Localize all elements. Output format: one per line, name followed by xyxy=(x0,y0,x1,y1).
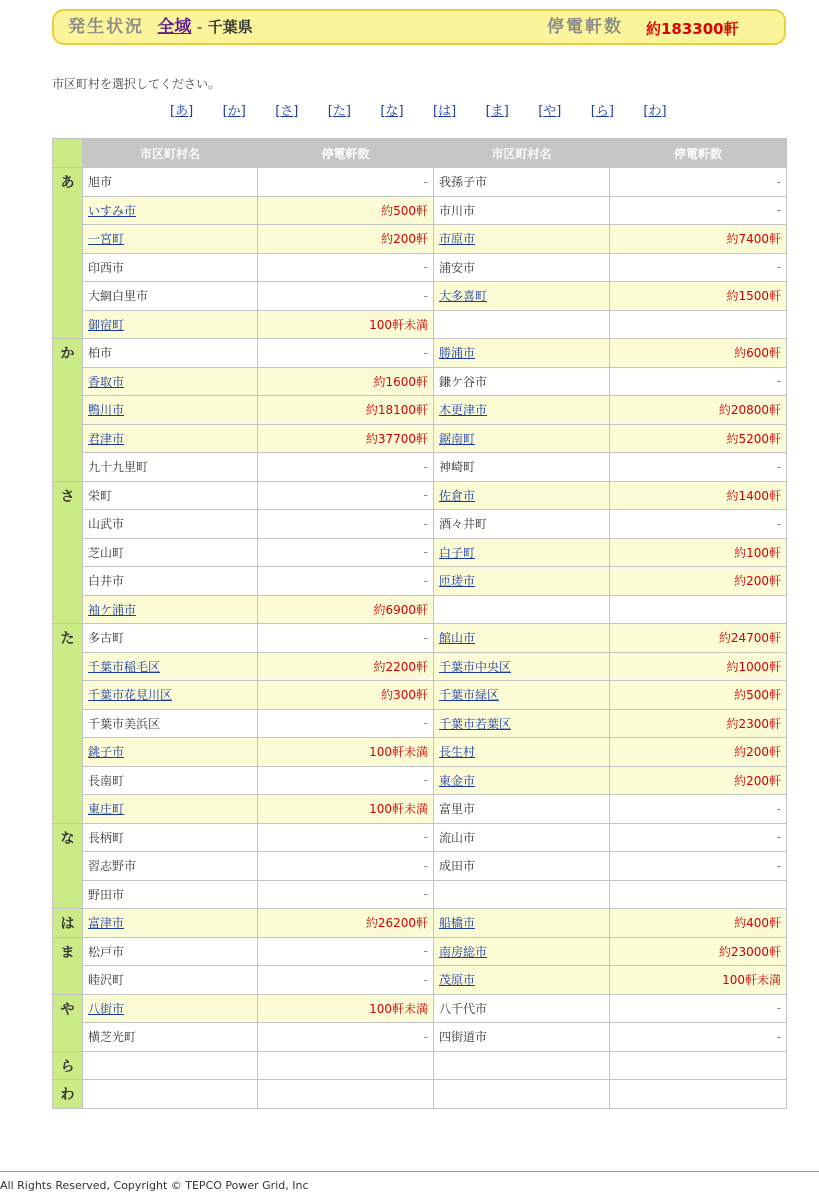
table-body xyxy=(53,168,787,1109)
municipality-link[interactable]: 香取市 xyxy=(88,374,125,389)
municipality-link[interactable]: 佐倉市 xyxy=(439,488,476,503)
municipality-link[interactable]: 匝瑳市 xyxy=(439,574,476,589)
outage-count-cell: 約1600軒 xyxy=(258,367,434,396)
municipality-name-cell xyxy=(434,681,610,710)
outage-count-cell: - xyxy=(610,367,787,396)
municipality-name: 浦安市 xyxy=(439,260,476,275)
municipality-name-cell xyxy=(83,367,258,396)
outage-count-cell: - xyxy=(258,852,434,881)
municipality-link[interactable]: 茂原市 xyxy=(439,973,476,988)
municipality-name-cell xyxy=(83,909,258,938)
table-row xyxy=(53,1080,787,1109)
outage-count-cell: - xyxy=(258,937,434,966)
bracket-open: [ xyxy=(327,104,333,119)
kana-nav-link-4[interactable] xyxy=(328,100,351,119)
municipality-link[interactable]: 千葉市緑区 xyxy=(439,688,500,703)
bracket-close: ] xyxy=(451,104,457,119)
kana-nav-label: や xyxy=(543,104,557,119)
municipality-name-cell xyxy=(83,681,258,710)
bracket-close: ] xyxy=(556,104,562,119)
municipality-name-cell xyxy=(83,652,258,681)
table-row xyxy=(53,196,787,225)
table-row xyxy=(53,1023,787,1052)
outage-count-cell: - xyxy=(258,339,434,368)
municipality-link[interactable]: 御宿町 xyxy=(88,317,125,332)
outage-count-cell: - xyxy=(258,766,434,795)
outage-count-cell: 100軒未満 xyxy=(258,310,434,339)
municipality-name: 習志野市 xyxy=(88,859,137,874)
municipality-name: 成田市 xyxy=(439,859,476,874)
municipality-name-cell xyxy=(434,453,610,482)
municipality-name: 多古町 xyxy=(88,631,125,646)
table-row xyxy=(53,994,787,1023)
municipality-name-cell xyxy=(434,510,610,539)
municipality-name: 野田市 xyxy=(88,887,125,902)
outage-count-cell: 約2200軒 xyxy=(258,652,434,681)
outage-count-cell: - xyxy=(258,253,434,282)
municipality-name-cell xyxy=(434,567,610,596)
municipality-name-cell xyxy=(83,595,258,624)
municipality-name-cell xyxy=(434,852,610,881)
table-row xyxy=(53,481,787,510)
municipality-link[interactable]: 君津市 xyxy=(88,431,125,446)
outage-label: 停電軒数 xyxy=(547,17,623,37)
bracket-close: ] xyxy=(240,104,246,119)
municipality-name-cell xyxy=(83,453,258,482)
municipality-name-cell xyxy=(83,937,258,966)
kana-group-label: わ xyxy=(53,1080,83,1109)
table-row xyxy=(53,738,787,767)
region-link-all[interactable]: 全域 xyxy=(157,17,192,37)
header-left xyxy=(68,16,253,38)
municipality-link[interactable]: 東金市 xyxy=(439,773,476,788)
table-row xyxy=(53,253,787,282)
kana-nav-label: わ xyxy=(648,104,662,119)
municipality-name-cell xyxy=(83,538,258,567)
kana-group-label: か xyxy=(53,339,83,482)
municipality-name-cell xyxy=(434,225,610,254)
municipality-name-cell xyxy=(434,966,610,995)
municipality-name-cell xyxy=(434,424,610,453)
municipality-name: 八千代市 xyxy=(439,1001,488,1016)
municipality-name-cell xyxy=(83,709,258,738)
municipality-name: 流山市 xyxy=(439,830,476,845)
municipality-name-cell xyxy=(83,766,258,795)
prefecture-name: 千葉県 xyxy=(207,18,253,36)
municipality-name: 長柄町 xyxy=(88,830,125,845)
outage-count-cell: - xyxy=(610,795,787,824)
municipality-name-cell xyxy=(434,196,610,225)
outage-count-cell: 約500軒 xyxy=(610,681,787,710)
bracket-open: [ xyxy=(485,104,491,119)
municipality-link[interactable]: 千葉市稲毛区 xyxy=(88,659,161,674)
table-row xyxy=(53,424,787,453)
municipality-name-cell xyxy=(83,481,258,510)
municipality-name: 酒々井町 xyxy=(439,517,488,532)
outage-count-cell: 約400軒 xyxy=(610,909,787,938)
municipality-name-cell xyxy=(434,652,610,681)
municipality-name-cell xyxy=(83,966,258,995)
bracket-close: ] xyxy=(345,104,351,119)
municipality-name-cell xyxy=(434,880,610,909)
municipality-link[interactable]: 千葉市花見川区 xyxy=(88,688,173,703)
outage-count-cell: - xyxy=(258,567,434,596)
table-row xyxy=(53,709,787,738)
municipality-name-cell xyxy=(434,481,610,510)
outage-count-cell: 約6900軒 xyxy=(258,595,434,624)
table-row xyxy=(53,624,787,653)
municipality-name-cell xyxy=(434,253,610,282)
bracket-close: ] xyxy=(503,104,509,119)
kana-nav-label: は xyxy=(438,104,452,119)
kana-nav-link-3[interactable] xyxy=(275,100,298,119)
municipality-name-cell xyxy=(83,253,258,282)
table-row xyxy=(53,396,787,425)
municipality-name-cell xyxy=(83,510,258,539)
kana-nav-label: な xyxy=(385,104,399,119)
outage-count-cell: - xyxy=(258,880,434,909)
kana-nav-label: さ xyxy=(280,104,294,119)
table-row xyxy=(53,510,787,539)
outage-count-cell: - xyxy=(610,823,787,852)
municipality-name: 長南町 xyxy=(88,773,125,788)
outage-count-cell: 約26200軒 xyxy=(258,909,434,938)
outage-count-cell: 約1400軒 xyxy=(610,481,787,510)
table-row xyxy=(53,966,787,995)
table-row xyxy=(53,766,787,795)
bracket-open: [ xyxy=(380,104,386,119)
outage-count-cell: 約200軒 xyxy=(610,738,787,767)
municipality-name-cell xyxy=(434,310,610,339)
municipality-link[interactable]: 館山市 xyxy=(439,631,476,646)
outage-count-cell: - xyxy=(258,453,434,482)
municipality-name: 四街道市 xyxy=(439,1030,488,1045)
municipality-name-cell xyxy=(83,396,258,425)
municipality-name-cell xyxy=(83,196,258,225)
outage-count-cell: - xyxy=(610,196,787,225)
table-row xyxy=(53,795,787,824)
outage-count-cell xyxy=(258,1051,434,1080)
municipality-name-cell xyxy=(83,567,258,596)
municipality-name-cell xyxy=(434,282,610,311)
municipality-name-cell xyxy=(434,994,610,1023)
municipality-name-cell xyxy=(83,624,258,653)
outage-count-cell: 約600軒 xyxy=(610,339,787,368)
municipality-name-cell xyxy=(434,168,610,197)
table-row xyxy=(53,1051,787,1080)
municipality-name: 我孫子市 xyxy=(439,175,488,190)
outage-count-cell: - xyxy=(610,510,787,539)
outage-count-cell: 約20800軒 xyxy=(610,396,787,425)
municipality-name-cell xyxy=(83,168,258,197)
outage-count-cell: 約200軒 xyxy=(258,225,434,254)
municipality-name: 神崎町 xyxy=(439,460,476,475)
outage-count-cell: - xyxy=(610,1023,787,1052)
municipality-name-cell xyxy=(434,823,610,852)
municipality-name: 横芝光町 xyxy=(88,1030,137,1045)
outage-count-cell: 約200軒 xyxy=(610,567,787,596)
outage-count-cell: 約2300軒 xyxy=(610,709,787,738)
outage-count-cell: - xyxy=(258,510,434,539)
instruction-text: 市区町村を選択してください。 xyxy=(52,77,221,91)
col-header-name-2: 市区町村名 xyxy=(434,139,610,168)
header-bar xyxy=(52,9,786,45)
municipality-link[interactable]: 千葉市若葉区 xyxy=(439,716,512,731)
outage-count-cell: 100軒未満 xyxy=(258,795,434,824)
municipality-name: 市川市 xyxy=(439,203,476,218)
col-header-count-1: 停電軒数 xyxy=(258,139,434,168)
outage-count-cell: 約1500軒 xyxy=(610,282,787,311)
outage-count-cell: 約18100軒 xyxy=(258,396,434,425)
kana-nav-label: ら xyxy=(595,104,609,119)
outage-count-cell: - xyxy=(258,168,434,197)
kana-nav-link-7[interactable] xyxy=(486,100,509,119)
outage-count-cell: - xyxy=(610,453,787,482)
municipality-link[interactable]: 八街市 xyxy=(88,1001,125,1016)
outage-count-cell: - xyxy=(258,1023,434,1052)
kana-group-label: た xyxy=(53,624,83,824)
municipality-link[interactable]: 東庄町 xyxy=(88,802,125,817)
outage-count-cell: 約200軒 xyxy=(610,766,787,795)
kana-nav-link-2[interactable] xyxy=(223,100,246,119)
municipality-name-cell xyxy=(434,1080,610,1109)
table-row xyxy=(53,681,787,710)
municipality-name: 芝山町 xyxy=(88,545,125,560)
table-row xyxy=(53,225,787,254)
table-row xyxy=(53,852,787,881)
municipality-name-cell xyxy=(83,1080,258,1109)
municipality-link[interactable]: 銚子市 xyxy=(88,745,125,760)
municipality-name: 千葉市美浜区 xyxy=(88,716,161,731)
header-corner xyxy=(53,139,83,168)
municipality-name-cell xyxy=(434,1023,610,1052)
outage-count-cell: - xyxy=(610,852,787,881)
municipality-name-cell xyxy=(434,909,610,938)
kana-group-label: は xyxy=(53,909,83,938)
kana-group-label: や xyxy=(53,994,83,1051)
table-row xyxy=(53,282,787,311)
outage-count-cell: 100軒未満 xyxy=(258,738,434,767)
kana-group-label: あ xyxy=(53,168,83,339)
header-right xyxy=(547,16,623,38)
municipality-link[interactable]: 長生村 xyxy=(439,745,476,760)
municipality-name-cell xyxy=(83,994,258,1023)
municipality-link[interactable]: 市原市 xyxy=(439,232,476,247)
bracket-close: ] xyxy=(398,104,404,119)
table-row xyxy=(53,367,787,396)
col-header-count-2: 停電軒数 xyxy=(610,139,787,168)
kana-group-label: ま xyxy=(53,937,83,994)
municipality-link[interactable]: 一宮町 xyxy=(88,232,125,247)
bracket-open: [ xyxy=(590,104,596,119)
table-row xyxy=(53,823,787,852)
outage-count-cell: 約23000軒 xyxy=(610,937,787,966)
municipality-name: 九十九里町 xyxy=(88,460,149,475)
table-row xyxy=(53,567,787,596)
municipality-name: 白井市 xyxy=(88,574,125,589)
kana-nav-link-6[interactable] xyxy=(433,100,456,119)
outage-count-cell: 約100軒 xyxy=(610,538,787,567)
table-row xyxy=(53,538,787,567)
outage-count-cell: 約1000軒 xyxy=(610,652,787,681)
header-separator: - xyxy=(196,18,203,36)
municipality-link[interactable]: 白子町 xyxy=(439,545,476,560)
municipality-name: 松戸市 xyxy=(88,944,125,959)
bracket-open: [ xyxy=(643,104,649,119)
table-row xyxy=(53,652,787,681)
outage-count-cell xyxy=(610,310,787,339)
municipality-name-cell xyxy=(434,795,610,824)
municipality-name-cell xyxy=(83,1023,258,1052)
municipality-name: 山武市 xyxy=(88,517,125,532)
municipality-table xyxy=(52,138,787,1109)
kana-group-label: さ xyxy=(53,481,83,624)
municipality-name-cell xyxy=(434,538,610,567)
outage-count-cell xyxy=(610,1080,787,1109)
kana-nav-label: ま xyxy=(490,104,504,119)
outage-count-cell: - xyxy=(610,168,787,197)
bracket-close: ] xyxy=(661,104,667,119)
kana-nav-link-9[interactable] xyxy=(591,100,614,119)
outage-count-cell: - xyxy=(258,823,434,852)
table-row xyxy=(53,909,787,938)
bracket-open: [ xyxy=(170,104,176,119)
municipality-name: 鎌ケ谷市 xyxy=(439,374,488,389)
municipality-name: 富里市 xyxy=(439,802,476,817)
bracket-close: ] xyxy=(293,104,299,119)
table-row xyxy=(53,880,787,909)
municipality-name-cell xyxy=(434,396,610,425)
municipality-name: 睦沢町 xyxy=(88,973,125,988)
municipality-name-cell xyxy=(83,880,258,909)
kana-group-label: な xyxy=(53,823,83,909)
table-row xyxy=(53,310,787,339)
bracket-open: [ xyxy=(433,104,439,119)
outage-count-cell: 約24700軒 xyxy=(610,624,787,653)
outage-count-cell: 約37700軒 xyxy=(258,424,434,453)
municipality-name: 栄町 xyxy=(88,488,113,503)
outage-count-cell: - xyxy=(258,624,434,653)
outage-count-cell: 約7400軒 xyxy=(610,225,787,254)
municipality-link[interactable]: いすみ市 xyxy=(88,203,137,218)
outage-count-cell: 約500軒 xyxy=(258,196,434,225)
municipality-link[interactable]: 袖ケ浦市 xyxy=(88,602,137,617)
municipality-name-cell xyxy=(434,738,610,767)
outage-total: 約183300軒 xyxy=(646,20,739,38)
outage-count-cell: - xyxy=(610,994,787,1023)
municipality-name-cell xyxy=(83,282,258,311)
municipality-name-cell xyxy=(83,795,258,824)
municipality-link[interactable]: 木更津市 xyxy=(439,403,488,418)
outage-count-cell: - xyxy=(258,538,434,567)
kana-group-label: ら xyxy=(53,1051,83,1080)
kana-nav-link-5[interactable] xyxy=(380,100,403,119)
municipality-name-cell xyxy=(434,595,610,624)
table-row xyxy=(53,595,787,624)
table-header-row xyxy=(53,139,787,168)
municipality-name: 印西市 xyxy=(88,260,125,275)
table-row xyxy=(53,339,787,368)
municipality-name: 旭市 xyxy=(88,175,113,190)
outage-count-cell: - xyxy=(258,481,434,510)
table-row xyxy=(53,453,787,482)
status-label: 発生状況 xyxy=(68,17,144,37)
outage-count-cell xyxy=(610,880,787,909)
outage-count-cell: 約300軒 xyxy=(258,681,434,710)
municipality-name-cell xyxy=(434,709,610,738)
municipality-link[interactable]: 鋸南町 xyxy=(439,431,476,446)
outage-count-cell: - xyxy=(258,282,434,311)
municipality-name-cell xyxy=(434,1051,610,1080)
kana-nav-link-1[interactable] xyxy=(170,100,193,119)
outage-count-cell xyxy=(610,595,787,624)
municipality-name-cell xyxy=(434,766,610,795)
municipality-name-cell xyxy=(434,937,610,966)
municipality-link[interactable]: 鴨川市 xyxy=(88,403,125,418)
municipality-name-cell xyxy=(83,225,258,254)
outage-count-cell xyxy=(610,1051,787,1080)
bracket-close: ] xyxy=(608,104,614,119)
outage-count-cell: - xyxy=(610,253,787,282)
kana-nav-link-8[interactable] xyxy=(538,100,561,119)
kana-nav-label: あ xyxy=(175,104,189,119)
municipality-name-cell xyxy=(83,738,258,767)
municipality-name-cell xyxy=(83,1051,258,1080)
municipality-name-cell xyxy=(434,624,610,653)
municipality-name-cell xyxy=(83,852,258,881)
bracket-open: [ xyxy=(222,104,228,119)
table-row xyxy=(53,168,787,197)
copyright-footer: All Rights Reserved, Copyright © TEPCO Power Grid, Inc xyxy=(0,1179,309,1192)
outage-count-cell: 100軒未満 xyxy=(258,994,434,1023)
outage-count-cell: - xyxy=(258,709,434,738)
municipality-name-cell xyxy=(83,310,258,339)
outage-count-cell: 約5200軒 xyxy=(610,424,787,453)
municipality-name: 大網白里市 xyxy=(88,289,149,304)
table-row xyxy=(53,937,787,966)
municipality-link[interactable]: 船橋市 xyxy=(439,916,476,931)
col-header-name-1: 市区町村名 xyxy=(83,139,258,168)
kana-nav-label: か xyxy=(227,104,241,119)
municipality-name-cell xyxy=(83,424,258,453)
outage-count-cell xyxy=(258,1080,434,1109)
bracket-open: [ xyxy=(275,104,281,119)
municipality-name-cell xyxy=(434,339,610,368)
bracket-open: [ xyxy=(538,104,544,119)
outage-count-cell: 100軒未満 xyxy=(610,966,787,995)
municipality-link[interactable]: 勝浦市 xyxy=(439,346,476,361)
municipality-name-cell xyxy=(434,367,610,396)
outage-count-cell: - xyxy=(258,966,434,995)
municipality-link[interactable]: 富津市 xyxy=(88,916,125,931)
municipality-name: 柏市 xyxy=(88,346,113,361)
footer-divider xyxy=(0,1171,819,1172)
municipality-link[interactable]: 南房総市 xyxy=(439,944,488,959)
bracket-close: ] xyxy=(188,104,194,119)
municipality-name-cell xyxy=(83,823,258,852)
municipality-name-cell xyxy=(83,339,258,368)
municipality-link[interactable]: 大多喜町 xyxy=(439,289,488,304)
municipality-link[interactable]: 千葉市中央区 xyxy=(439,659,512,674)
kana-nav-label: た xyxy=(332,104,346,119)
municipality-table-container xyxy=(52,138,787,1109)
kana-nav-link-10[interactable] xyxy=(643,100,666,119)
